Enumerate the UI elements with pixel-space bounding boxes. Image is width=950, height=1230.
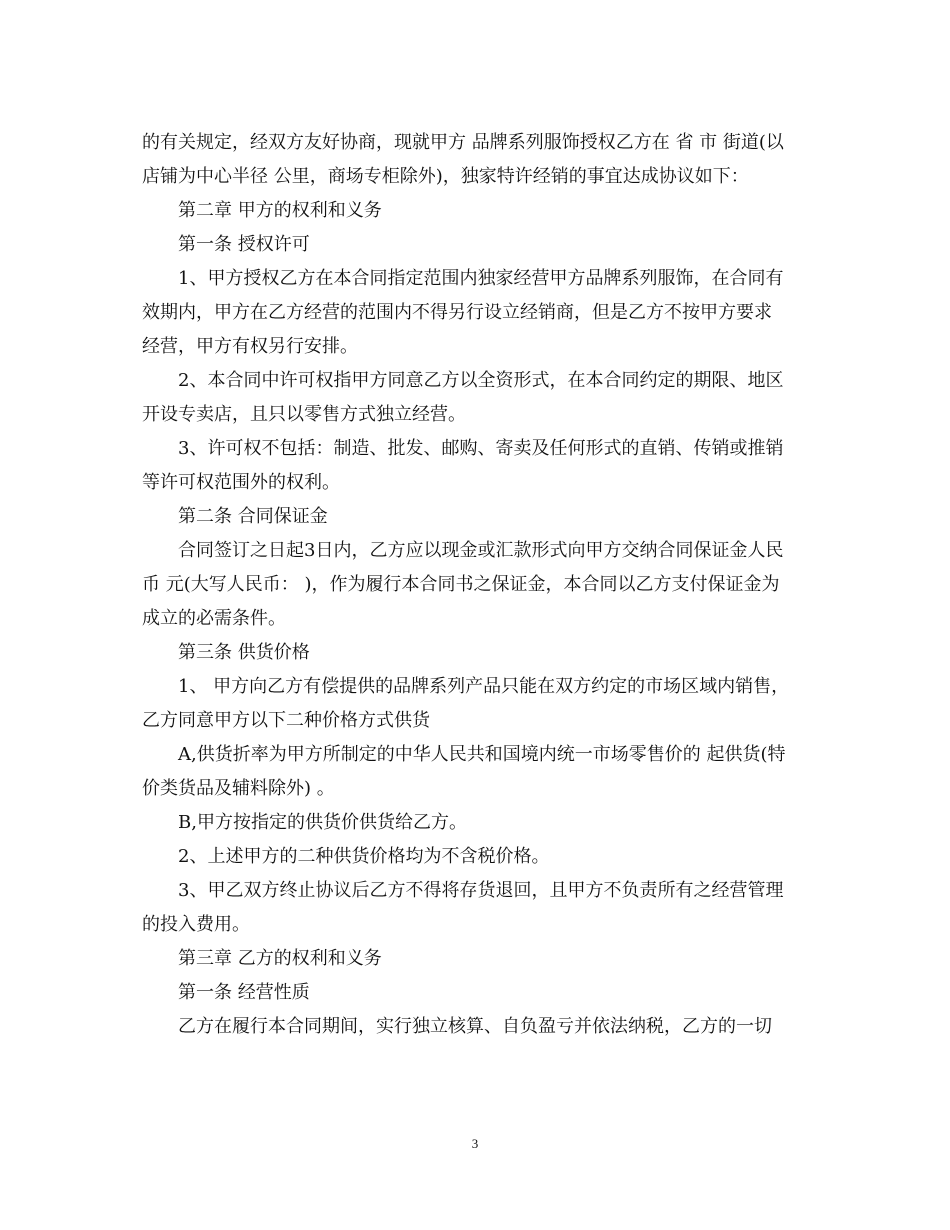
body-line: 价类货品及辅料除外) 。: [142, 778, 335, 799]
body-line: 乙方同意甲方以下二种价格方式供货: [142, 710, 430, 731]
body-line: 1、 甲方向乙方有偿提供的品牌系列产品只能在双方约定的市场区域内销售，: [178, 676, 790, 697]
body-line: B,甲方按指定的供货价供货给乙方。: [178, 812, 467, 833]
body-line: 3、许可权不包括：制造、批发、邮购、寄卖及任何形式的直销、传销或推销: [178, 438, 784, 459]
body-line: 1、甲方授权乙方在本合同指定范围内独家经营甲方品牌系列服饰，在合同有: [178, 268, 784, 289]
body-line: 的投入费用。: [142, 914, 250, 935]
document-body: [142, 126, 812, 1044]
body-line: 等许可权范围外的权利。: [142, 472, 340, 493]
chapter-heading: 第二章 甲方的权利和义务: [178, 200, 382, 221]
body-line: A,供货折率为甲方所制定的中华人民共和国境内统一市场零售价的 起供货(特: [178, 744, 786, 765]
body-line: 店铺为中心半径 公里，商场专柜除外)，独家特许经销的事宜达成协议如下：: [142, 166, 749, 187]
body-line: 2、本合同中许可权指甲方同意乙方以全资形式，在本合同约定的期限、地区: [178, 370, 784, 391]
body-line: 2、上述甲方的二种供货价格均为不含税价格。: [178, 846, 550, 867]
body-line: 的有关规定，经双方友好协商，现就甲方 品牌系列服饰授权乙方在 省 市 街道(以: [142, 132, 784, 153]
article-heading: 第三条 供货价格: [178, 642, 310, 663]
article-heading: 第一条 授权许可: [178, 234, 310, 255]
body-line: 币 元(大写人民币： )，作为履行本合同书之保证金，本合同以乙方支付保证金为: [142, 574, 780, 595]
chapter-heading: 第三章 乙方的权利和义务: [178, 948, 382, 969]
body-line: 合同签订之日起3日内，乙方应以现金或汇款形式向甲方交纳合同保证金人民: [178, 540, 784, 561]
body-line: 经营，甲方有权另行安排。: [142, 336, 358, 357]
body-line: 开设专卖店，且只以零售方式独立经营。: [142, 404, 466, 425]
body-line: 成立的必需条件。: [142, 608, 286, 629]
body-line: 3、甲乙双方终止协议后乙方不得将存货退回，且甲方不负责所有之经营管理: [178, 880, 784, 901]
body-line: 乙方在履行本合同期间，实行独立核算、自负盈亏并依法纳税，乙方的一切: [178, 1016, 772, 1037]
article-heading: 第一条 经营性质: [178, 982, 310, 1003]
body-line: 效期内，甲方在乙方经营的范围内不得另行设立经销商，但是乙方不按甲方要求: [142, 302, 772, 323]
page-number: 3: [471, 1136, 479, 1151]
article-heading: 第二条 合同保证金: [178, 506, 328, 527]
